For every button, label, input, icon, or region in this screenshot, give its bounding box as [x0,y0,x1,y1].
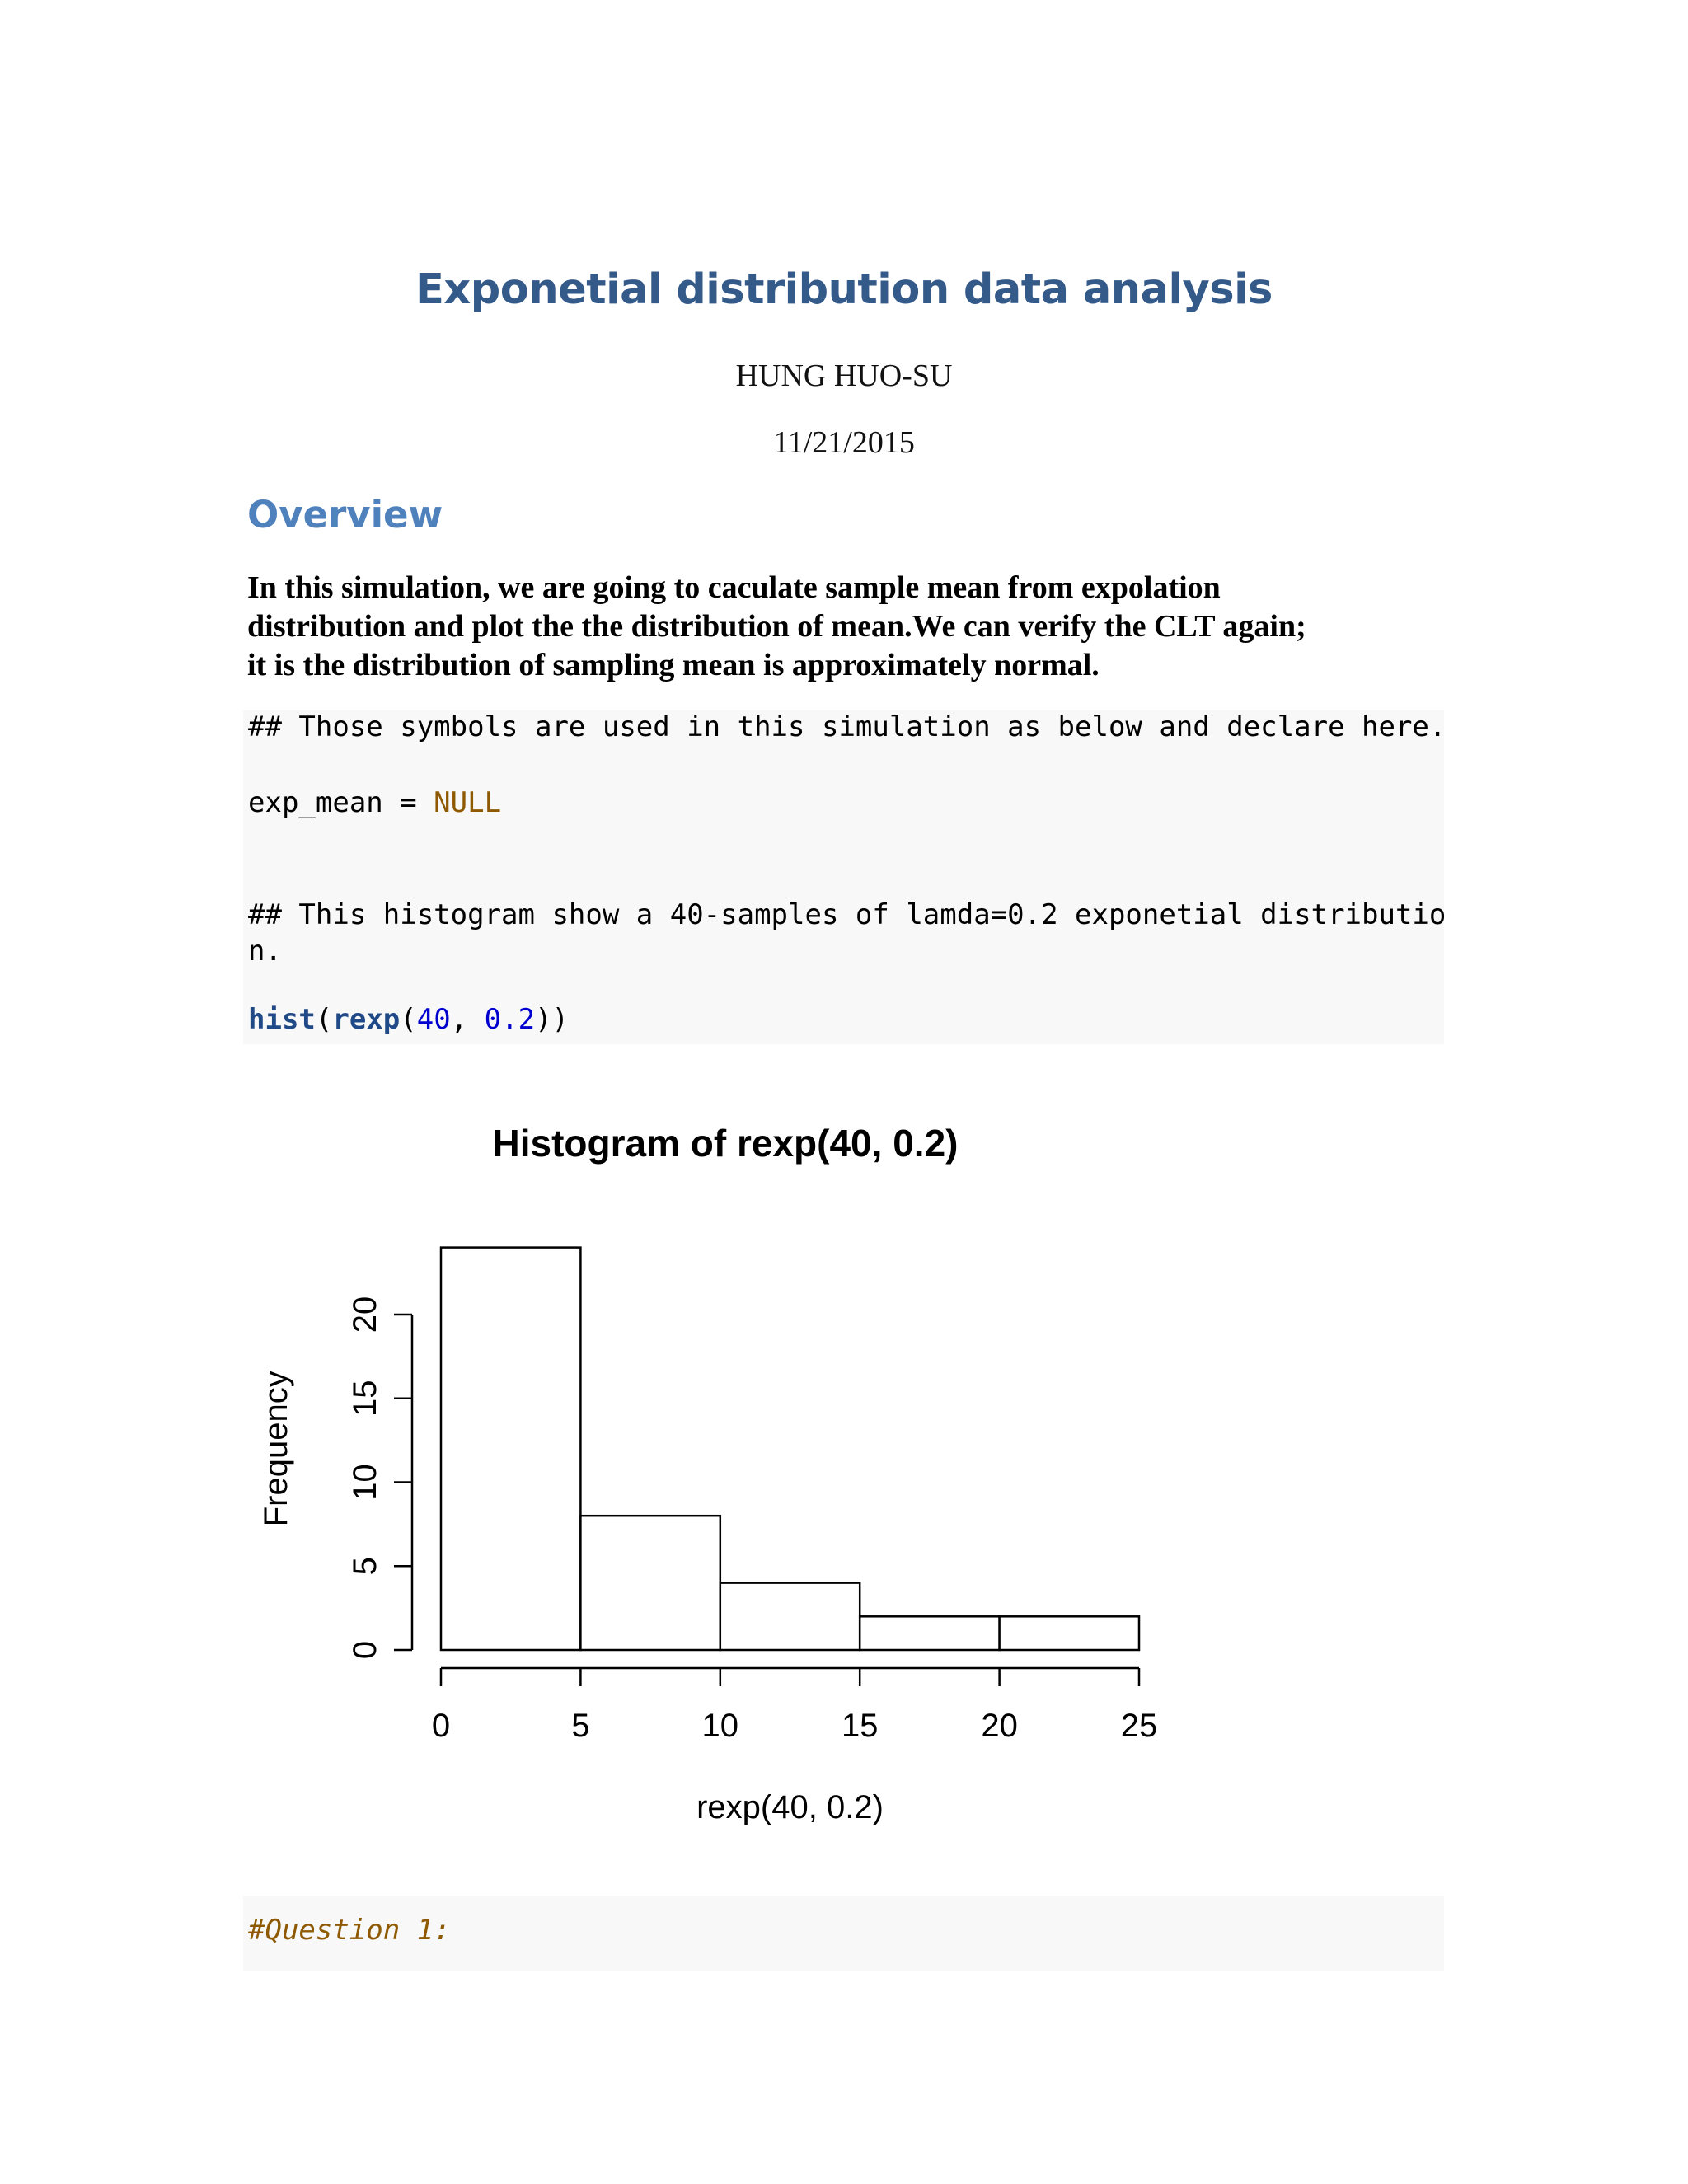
code-comment-histogram-1: ## This histogram show a 40-samples of lamda=0.2 exponetial distributio [248,898,1447,931]
document-title: Exponetial distribution data analysis [415,265,1273,314]
code-null-literal: NULL [434,786,502,819]
histogram-bar [441,1248,580,1650]
y-tick-label: 20 [347,1296,383,1333]
code-assign-lhs: exp_mean = [248,786,434,819]
x-tick-label: 10 [701,1708,739,1744]
y-axis-label: Frequency [258,1371,294,1527]
overview-line: In this simulation, we are going to caculate sample mean from expolation [247,570,1221,605]
histogram-bar [580,1516,720,1650]
code-paren-open-inner: ( [400,1003,417,1036]
histogram-bar [860,1616,999,1650]
chart-title: Histogram of rexp(40, 0.2) [492,1122,959,1165]
code-hist-call [248,1003,569,1036]
document-author: HUNG HUO-SU [735,359,953,393]
x-tick-label: 5 [571,1708,590,1744]
code-block-1 [243,710,1447,1044]
histogram-bar [720,1583,860,1650]
histogram-chart [243,1108,1207,1846]
code-paren-close: )) [535,1003,570,1036]
y-tick-label: 0 [347,1640,383,1660]
histogram-bar [1000,1616,1139,1650]
overview-paragraph [247,569,1442,685]
x-axis-label: rexp(40, 0.2) [696,1789,884,1825]
code-fn-rexp: rexp [332,1003,401,1036]
x-tick-label: 15 [841,1708,879,1744]
code-fn-hist: hist [248,1003,316,1036]
y-tick-label: 5 [347,1557,383,1576]
y-tick-label: 15 [347,1380,383,1417]
code-paren-open: ( [315,1003,333,1036]
code-arg-sep: , [450,1003,485,1036]
x-tick-label: 25 [1120,1708,1158,1744]
document-date: 11/21/2015 [773,425,915,460]
code-comment-symbols: ## Those symbols are used in this simulation as below and declare here. [248,710,1447,743]
code-arg-0-2: 0.2 [484,1003,536,1036]
y-tick-label: 10 [347,1464,383,1501]
overview-line: it is the distribution of sampling mean is approximately normal. [247,648,1100,682]
code-comment-question-1: #Question 1: [248,1914,451,1947]
x-tick-label: 20 [981,1708,1018,1744]
code-comment-histogram-2: n. [248,935,282,968]
code-arg-40: 40 [416,1003,451,1036]
code-assignment [248,786,501,819]
code-block-2 [243,1896,1444,1971]
overview-line: distribution and plot the the distribution of mean.We can verify the CLT again; [247,609,1306,644]
x-tick-label: 0 [431,1708,451,1744]
overview-heading: Overview [247,493,443,537]
